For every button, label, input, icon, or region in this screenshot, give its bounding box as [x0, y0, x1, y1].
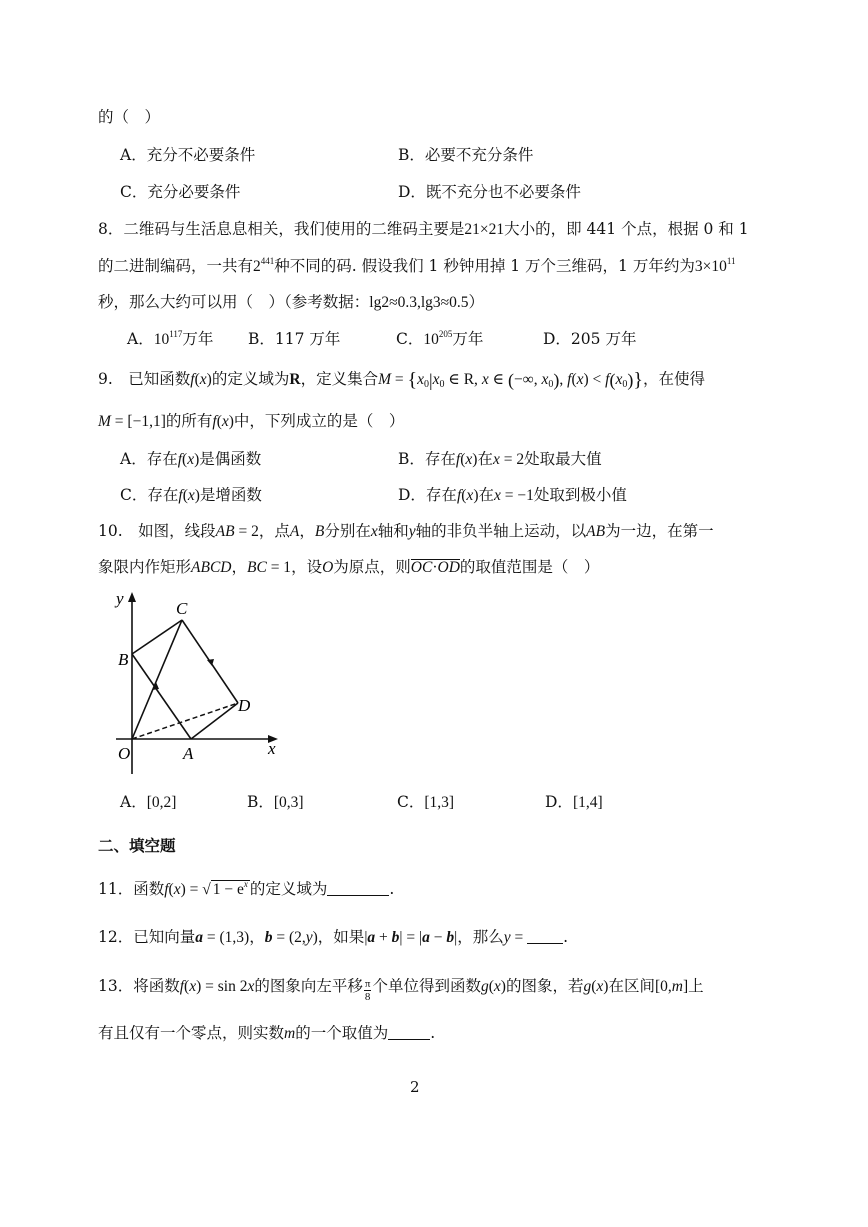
q10-option-b[interactable]: B．[0,3] — [247, 793, 304, 811]
q8-line-3: 秒，那么大约可以用（ ）（参考数据：lg2≈0.3,lg3≈0.5） — [98, 293, 485, 311]
q11-function: f(x) = √ $1 - e^x$ — [164, 879, 248, 898]
q13-line-1: 13．将函数f(x) = sin 2x的图象向左平移 $\frac{\pi}{8}$ 个单位得到函数g(x)的图象，若g(x)在区间[0,m]上 — [98, 977, 704, 1003]
q10-coordinate-figure — [96, 586, 296, 776]
page-number: 2 — [410, 1078, 420, 1096]
q10-line-2: 象限内作矩形ABCD，BC = 1，设O为原点，则OC·OD的取值范围是（ ） — [98, 558, 600, 576]
label-d: D — [238, 696, 251, 715]
q7-option-a[interactable]: A．充分不必要条件 — [120, 146, 256, 164]
q9-option-c[interactable]: C．存在f(x)是增函数 — [120, 486, 262, 504]
segment-od — [132, 703, 238, 739]
q8-option-a[interactable]: A．$10^{117}$万年 — [127, 329, 214, 348]
q9-line-1: 9. 已知函数f(x)的定义域为R，定义集合$M = \{x_0|x_0$ ∈ R, x ∈ (−∞, $x_0$), $f(x) < f(x_0)$}，在使得 — [98, 369, 705, 391]
q13-line-2: 有且仅有一个零点，则实数m的一个取值为 . — [98, 1024, 436, 1042]
q8-option-d[interactable]: D．205 万年 — [543, 330, 637, 348]
label-c: C — [176, 599, 188, 618]
q8-line-2: 的二进制编码，一共有$2^{441}$种不同的码. 假设我们 1 秒钟用掉 1 万个三维码，1 万年约为$3\times 10^{11}$ — [98, 256, 736, 275]
q8-line-1: 8．二维码与生活息息相关，我们使用的二维码主要是21×21大小的，即 441 个点，根据 0 和 1 — [98, 220, 749, 238]
label-o: O — [118, 744, 131, 763]
q10-option-c[interactable]: C．[1,3] — [397, 793, 455, 811]
q12: 12．已知向量a = (1,3)，b = (2,y)，如果|a + b| = |a − b|，那么y = . — [98, 928, 569, 946]
q11-answer-blank[interactable] — [327, 879, 389, 896]
y-axis-arrow — [128, 592, 136, 602]
label-a: A — [183, 744, 194, 763]
q7-option-c[interactable]: C．充分必要条件 — [120, 183, 241, 201]
q11: 11．函数f(x) = √ $1 - e^x$ 的定义域为 . — [98, 879, 395, 898]
label-b: B — [118, 650, 129, 669]
q9-option-b[interactable]: B．存在f(x)在x = 2处取最大值 — [398, 450, 602, 468]
segment-da — [191, 703, 238, 739]
q9-option-d[interactable]: D．存在f(x)在x = −1处取到极小值 — [398, 486, 627, 504]
q8-power-2-441: $2^{441}$ — [253, 256, 275, 275]
q13-answer-blank[interactable] — [388, 1023, 430, 1040]
q12-answer-blank[interactable] — [527, 927, 563, 944]
q10-dot-product-oc-od: OC·OD — [410, 559, 460, 576]
q10-option-a[interactable]: A．[0,2] — [120, 793, 177, 811]
label-y: y — [116, 589, 124, 608]
q7-option-d[interactable]: D．既不充分也不必要条件 — [398, 183, 581, 201]
q10-line-1: 10. 如图，线段AB = 2，点A，B分别在x轴和y轴的非负半轴上运动，以AB为一边，在第一 — [98, 522, 714, 540]
section-title-fill-in: 二、填空题 — [98, 836, 176, 855]
q8-reference-data: lg2≈0.3,lg3≈0.5 — [369, 294, 469, 311]
q9-option-a[interactable]: A．存在f(x)是偶函数 — [120, 450, 262, 468]
q8-3e11: $3\times 10^{11}$ — [694, 256, 736, 275]
q10-option-d[interactable]: D．[1,4] — [545, 793, 603, 811]
q9-set-m-definition: $M = \{x_0|x_0$ ∈ R, x ∈ (−∞, $x_0$), $f(x) < f(x_0)$} — [378, 369, 643, 391]
q13-fraction-pi-over-8: $\frac{\pi}{8}$ — [364, 978, 371, 1003]
label-x: x — [268, 739, 276, 758]
q12-condition: |a + b| = |a − b| — [364, 929, 458, 946]
q7-option-b[interactable]: B．必要不充分条件 — [398, 146, 534, 164]
q7-tail: 的（ ） — [98, 108, 161, 126]
q8-option-b[interactable]: B．117 万年 — [248, 330, 341, 348]
q8-option-c[interactable]: C．$10^{205}$万年 — [396, 329, 484, 348]
q9-line-2: M = [−1,1]的所有f(x)中，下列成立的是（ ） — [98, 412, 405, 430]
